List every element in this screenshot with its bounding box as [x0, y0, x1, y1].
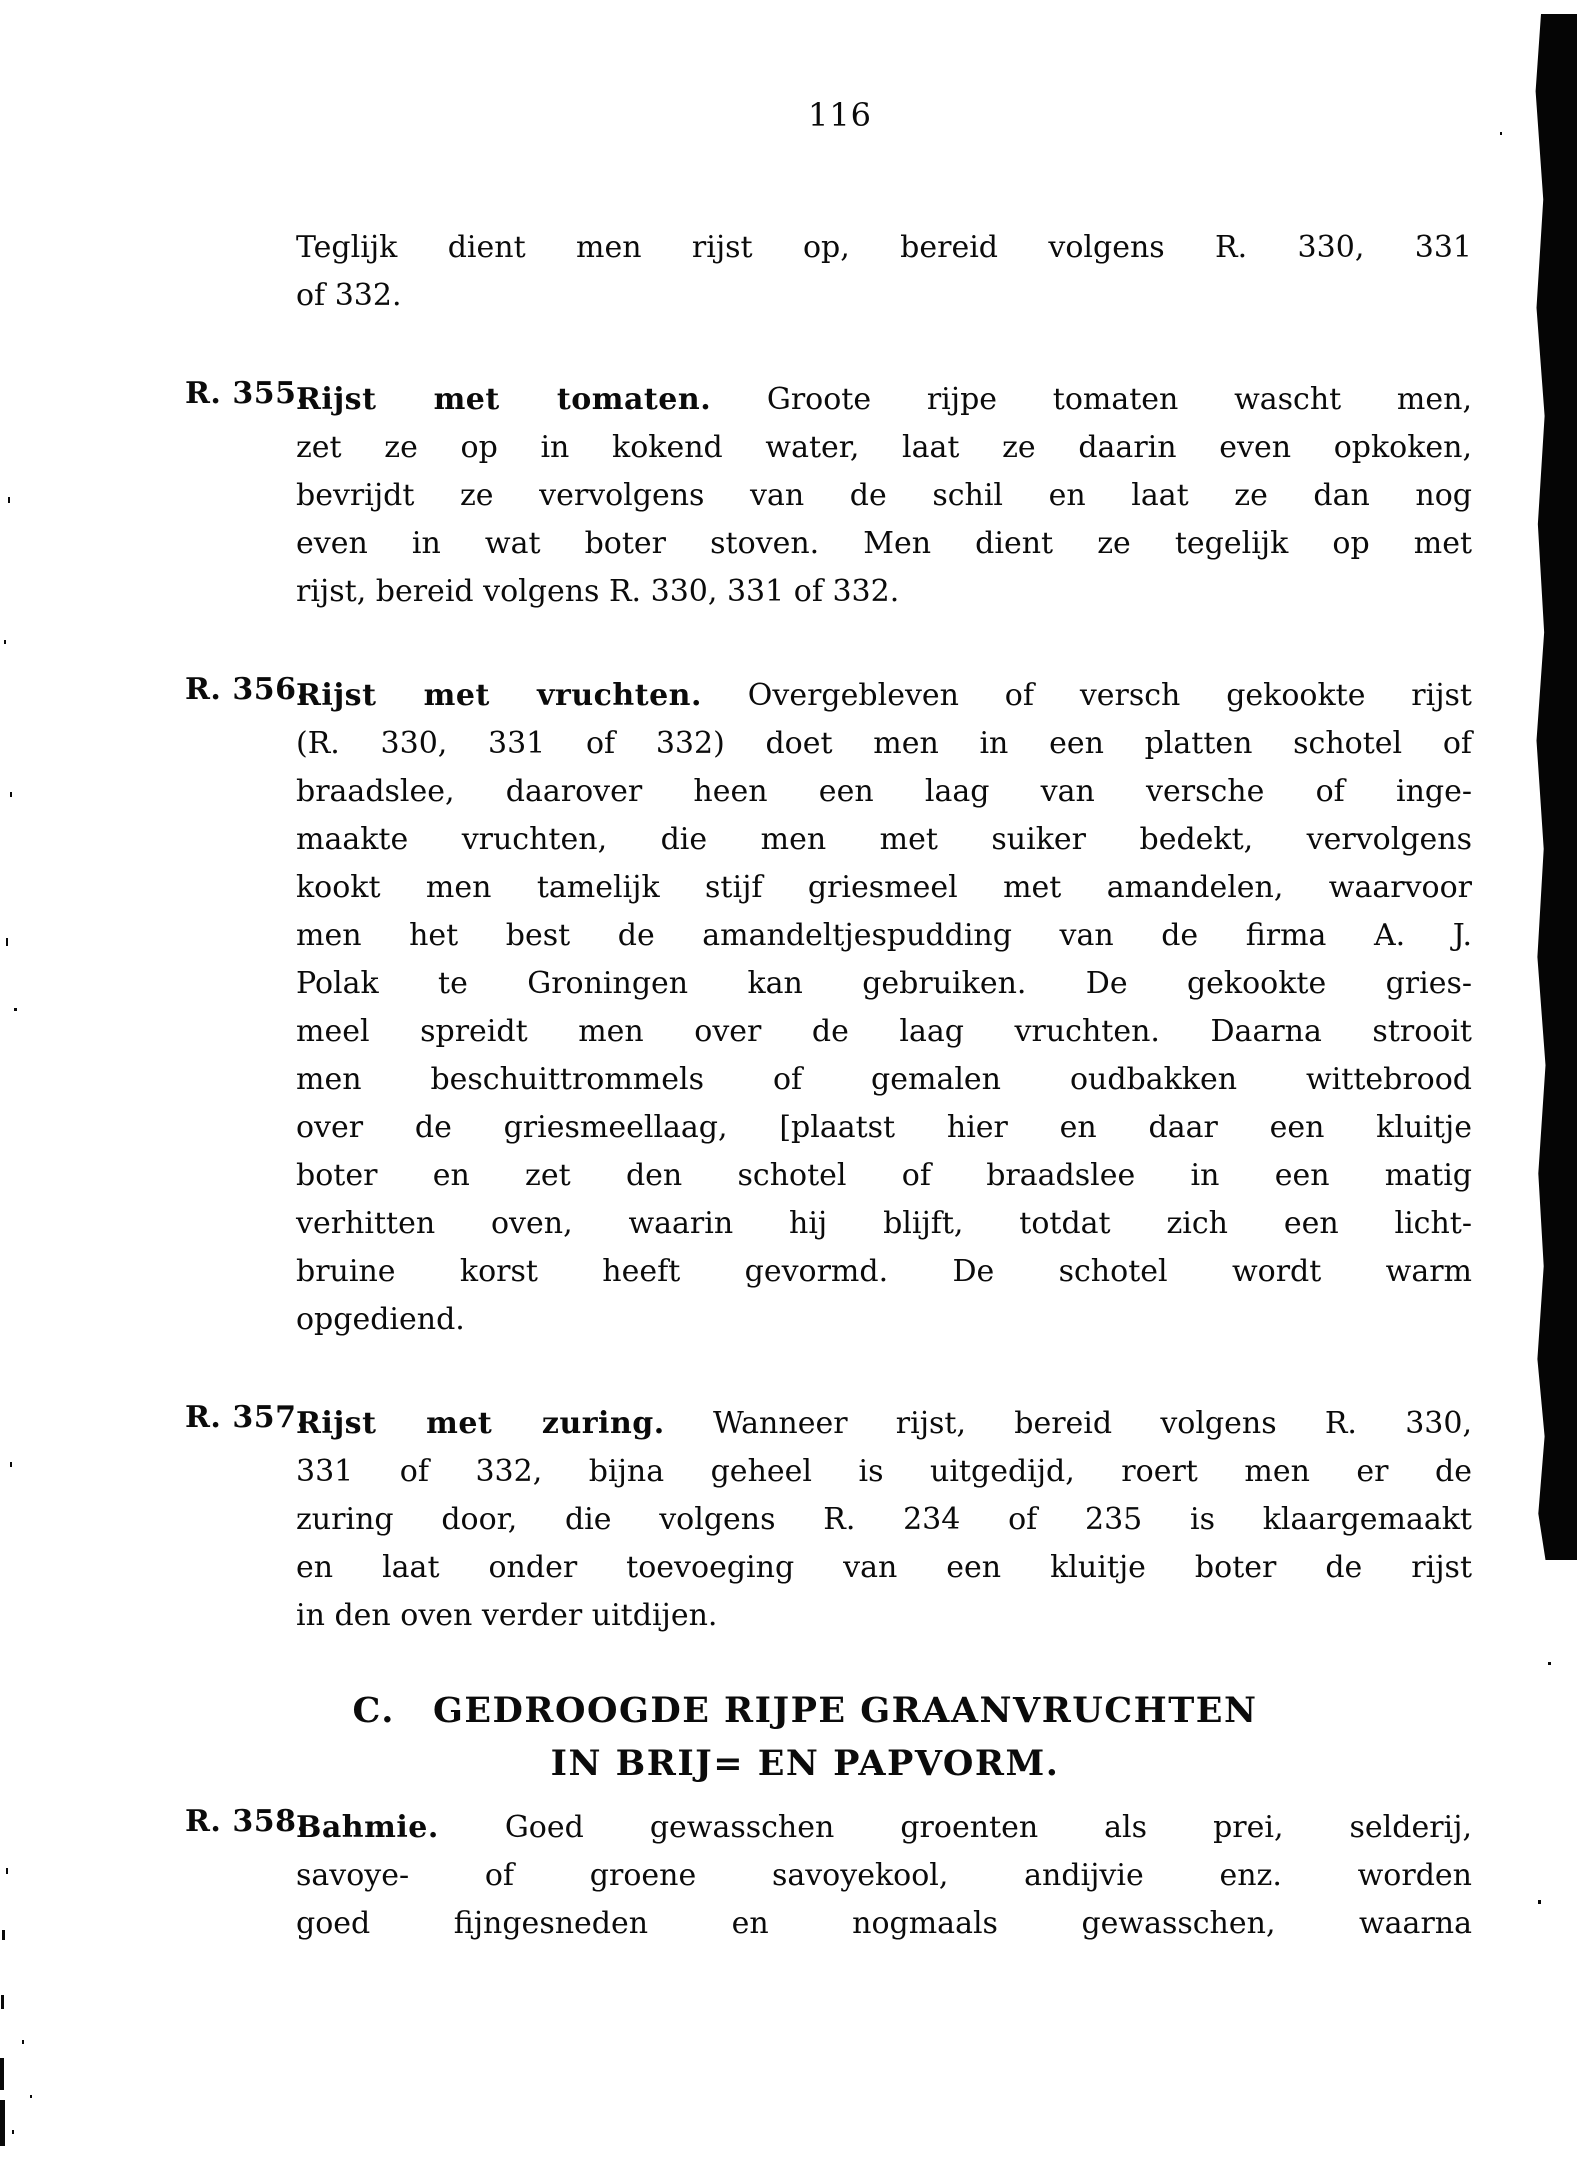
paragraph-lines [296, 672, 1472, 1344]
text-line: en laat onder toevoeging van een kluitje boter de rijst [296, 1550, 1472, 1585]
text-line: maakte vruchten, die men met suiker bedekt, vervolgens [296, 822, 1472, 857]
scan-speck [1500, 132, 1502, 135]
section-heading [260, 1684, 1350, 1790]
recipe-number: R. 358. [185, 1804, 308, 1839]
scan-speck [4, 640, 6, 644]
text-line: boter en zet den schotel of braadslee in een matig [296, 1158, 1472, 1193]
text-line: opgediend. [296, 1302, 465, 1337]
section-title-line2: IN BRIJ= EN PAPVORM. [550, 1743, 1060, 1784]
paragraph-lines [296, 1400, 1472, 1640]
text-line: over de griesmeellaag, [plaatst hier en daar een kluitje [296, 1110, 1472, 1145]
text-line: meel spreidt men over de laag vruchten. Daarna strooit [296, 1014, 1472, 1049]
scan-speck [6, 938, 8, 946]
text-line: Polak te Groningen kan gebruiken. De gekookte gries- [296, 966, 1472, 1001]
scan-speck [2, 1930, 5, 1940]
continuation-paragraph [185, 224, 1472, 320]
text-column [185, 224, 1472, 2004]
text-line: rijst, bereid volgens R. 330, 331 of 332. [296, 574, 900, 609]
recipe-title: Rijst met vruchten. [296, 678, 702, 713]
scan-speck [10, 792, 12, 797]
paragraph-lines [296, 376, 1472, 616]
text-line: Teglijk dient men rijst op, bereid volgens R. 330, 331 [296, 230, 1472, 265]
section-heading-line1 [260, 1684, 1350, 1737]
paragraphs-below-heading [185, 1804, 1472, 1948]
text-line: verhitten oven, waarin hij blijft, totdat zich een licht- [296, 1206, 1472, 1241]
paragraphs-above-heading [185, 224, 1472, 1640]
text-line: zuring door, die volgens R. 234 of 235 is klaargemaakt [296, 1502, 1472, 1537]
text-line: men het best de amandeltjespudding van de firma A. J. [296, 918, 1472, 953]
scan-speck [8, 497, 10, 503]
paragraph-lines [296, 224, 1472, 320]
text-line: bruine korst heeft gevormd. De schotel wordt warm [296, 1254, 1472, 1289]
recipe-number: R. 355. [185, 376, 308, 411]
recipe-paragraph [185, 376, 1472, 616]
text-line: goed fijngesneden en nogmaals gewasschen, waarna [296, 1906, 1472, 1941]
text-line: men beschuittrommels of gemalen oudbakken wittebrood [296, 1062, 1472, 1097]
recipe-title: Rijst met zuring. [296, 1406, 665, 1441]
recipe-title: Bahmie. [296, 1810, 439, 1845]
page-number: 116 [807, 96, 873, 134]
text-line: Rijst met zuring. Wanneer rijst, bereid volgens R. 330, [296, 1406, 1472, 1441]
text-line: 331 of 332, bijna geheel is uitgedijd, roert men er de [296, 1454, 1472, 1489]
text-line: Rijst met vruchten. Overgebleven of versch gekookte rijst [296, 678, 1472, 713]
text-line: kookt men tamelijk stijf griesmeel met amandelen, waarvoor [296, 870, 1472, 905]
recipe-paragraph [185, 1804, 1472, 1948]
scan-speck [0, 2058, 4, 2090]
text-line: in den oven verder uitdijen. [296, 1598, 718, 1633]
text-line: bevrijdt ze vervolgens van de schil en laat ze dan nog [296, 478, 1472, 513]
section-letter: C. [352, 1690, 395, 1731]
text-line: Bahmie. Goed gewasschen groenten als prei, selderij, [296, 1810, 1472, 1845]
text-line: zet ze op in kokend water, laat ze daarin even opkoken, [296, 430, 1472, 465]
text-line: even in wat boter stoven. Men dient ze tegelijk op met [296, 526, 1472, 561]
recipe-title: Rijst met tomaten. [296, 382, 712, 417]
scan-speck [30, 2095, 32, 2098]
recipe-paragraph [185, 1400, 1472, 1640]
text-line: (R. 330, 331 of 332) doet men in een platten schotel of [296, 726, 1472, 761]
scan-speck [1538, 1900, 1541, 1904]
scan-speck [0, 2100, 5, 2146]
scan-speck [22, 2040, 24, 2044]
text-line: braadslee, daarover heen een laag van versche of inge- [296, 774, 1472, 809]
text-line: Rijst met tomaten. Groote rijpe tomaten wascht men, [296, 382, 1472, 417]
section-title-line1: GEDROOGDE RIJPE GRAANVRUCHTEN [432, 1690, 1258, 1731]
scan-speck [14, 1008, 17, 1011]
recipe-number: R. 357. [185, 1400, 308, 1435]
book-binding-shadow [1532, 14, 1577, 1560]
scan-speck [10, 1462, 12, 1467]
recipe-number: R. 356. [185, 672, 308, 707]
recipe-paragraph [185, 672, 1472, 1344]
scan-speck [1, 1995, 4, 2009]
scan-speck [6, 1868, 8, 1874]
paragraph-lines [296, 1804, 1472, 1948]
text-line: of 332. [296, 278, 402, 313]
scan-speck [1548, 1662, 1551, 1665]
text-line: savoye- of groene savoyekool, andijvie enz. worden [296, 1858, 1472, 1893]
scan-speck [12, 2130, 14, 2134]
